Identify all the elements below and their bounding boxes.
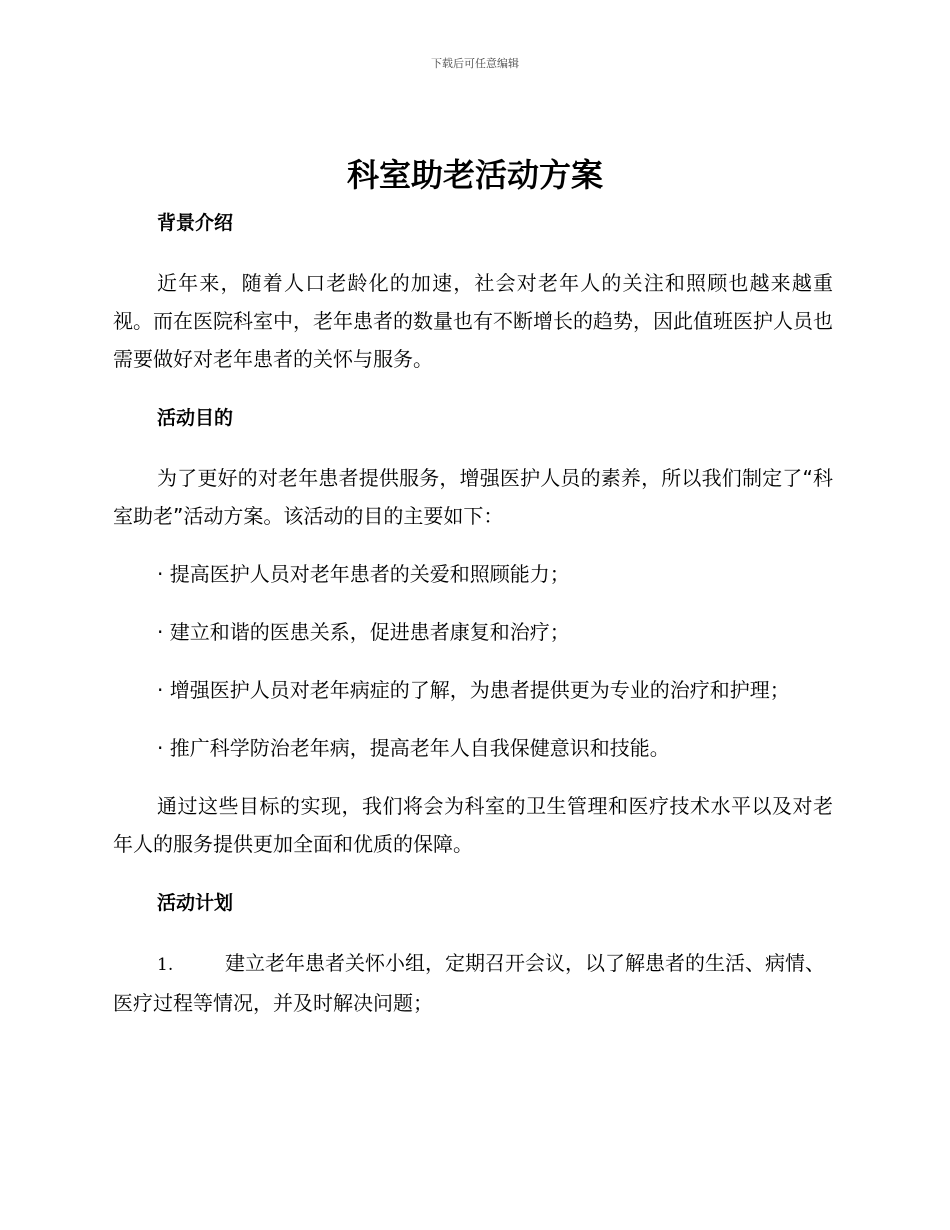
document-body	[113, 203, 833, 1022]
purpose-bullet-4: · 推广科学防治老年病，提高老年人自我保健意识和技能。	[157, 736, 670, 760]
section-heading-background: 背景介绍	[157, 212, 234, 234]
purpose-bullet-2: · 建立和谐的医患关系，促进患者康复和治疗；	[157, 620, 570, 644]
document-title: 科室助老活动方案	[346, 156, 603, 194]
background-paragraph: 近年来，随着人口老龄化的加速，社会对老年人的关注和照顾也越来越重视。而在医院科室中，老年患者的数量也有不断增长的趋势，因此值班医护人员也需要做好对老年患者的关怀与服务。	[113, 271, 833, 371]
section-heading-plan: 活动计划	[157, 892, 234, 914]
header-note: 下载后可任意编辑	[431, 57, 519, 70]
section-heading-purpose: 活动目的	[157, 407, 234, 429]
plan-item-1-marker: 1.	[157, 955, 174, 975]
purpose-bullet-1: · 提高医护人员对老年患者的关爱和照顾能力；	[157, 562, 570, 586]
purpose-bullet-3: · 增强医护人员对老年病症的了解，为患者提供更为专业的治疗和护理；	[157, 678, 790, 702]
plan-item-1-text: 建立老年患者关怀小组，定期召开会议，以了解患者的生活、病情、医疗过程等情况，并及时解决问题；	[113, 951, 825, 1015]
purpose-intro-paragraph: 为了更好的对老年患者提供服务，增强医护人员的素养，所以我们制定了“科室助老”活动方案。该活动的目的主要如下：	[113, 466, 833, 528]
purpose-conclusion-paragraph: 通过这些目标的实现，我们将会为科室的卫生管理和医疗技术水平以及对老年人的服务提供更加全面和优质的保障。	[113, 794, 833, 856]
plan-item-1	[113, 944, 833, 1022]
